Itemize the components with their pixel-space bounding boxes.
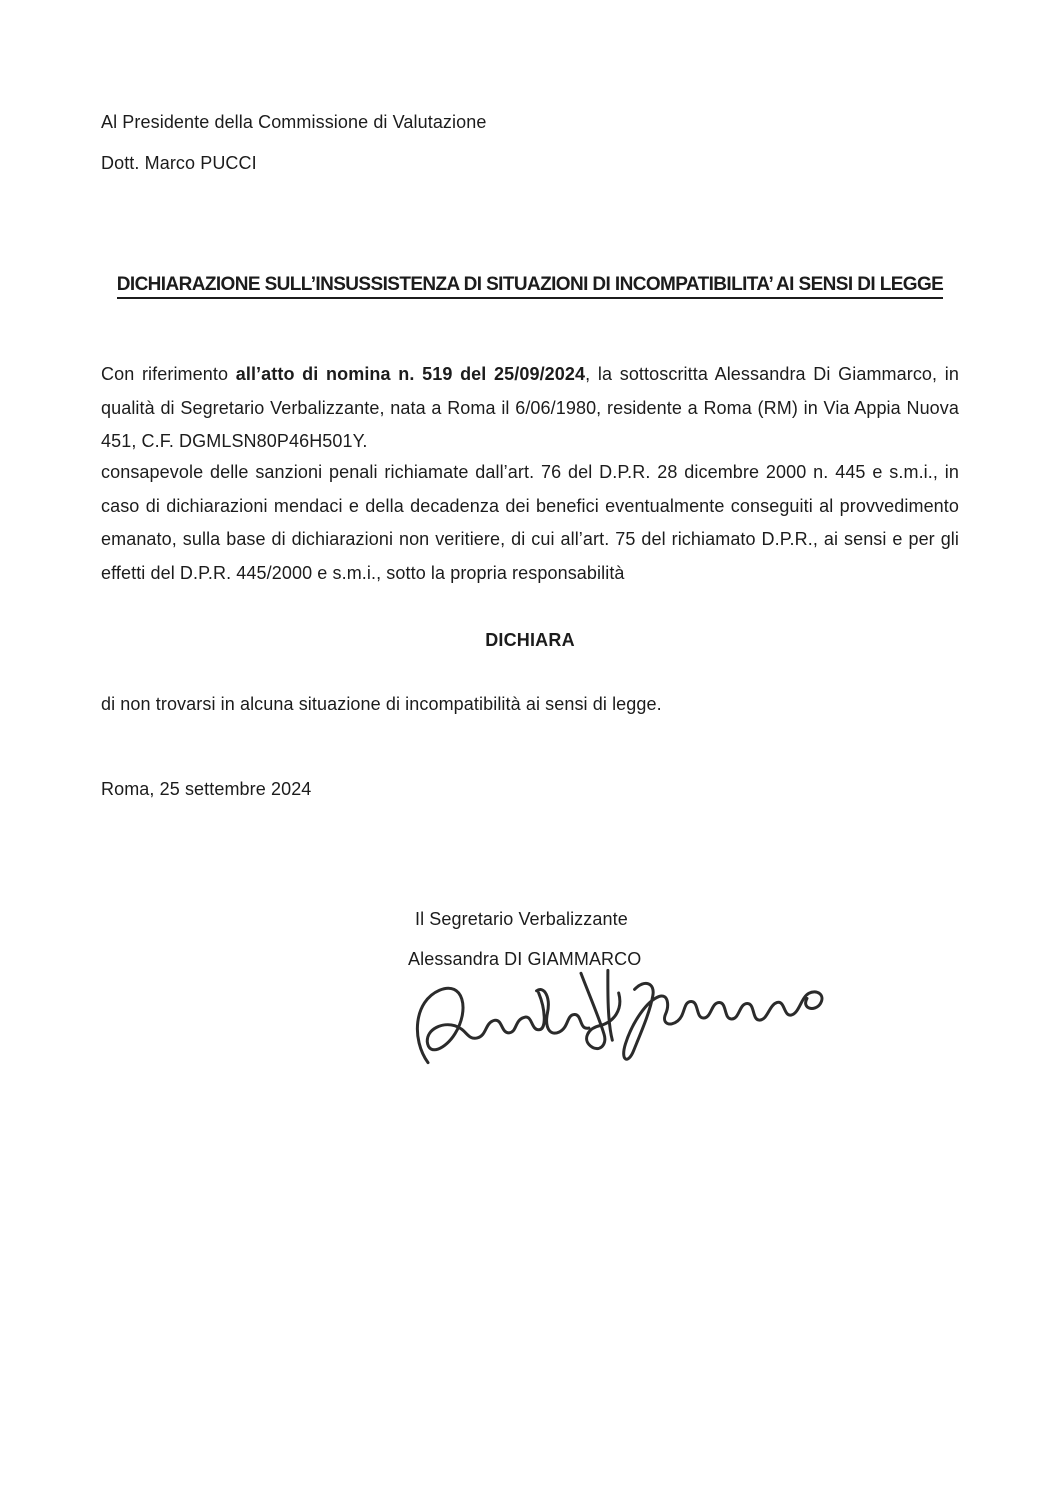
- liability-paragraph: consapevole delle sanzioni penali richiamate dall’art. 76 del D.P.R. 28 dicembre 2000 n. 445 e s.m.i., in caso di dichiarazioni mendaci e della decadenza dei benefici eventualmente conseguiti al provvedimento emanato, sulla base di dichiarazioni non veritiere, di cui all’art. 75 del richiamato D.P.R., ai sensi e per gli effetti del D.P.R. 445/2000 e s.m.i., sotto la propria responsabilità: [101, 462, 959, 583]
- reference-paragraph-prefix: Con riferimento: [101, 364, 236, 384]
- document-title: [101, 274, 959, 296]
- signature-printed-name: Alessandra DI GIAMMARCO: [408, 949, 642, 969]
- declaration-heading: DICHIARA: [485, 630, 575, 650]
- place-date-line: Roma, 25 settembre 2024: [101, 779, 312, 799]
- recipient-line-2: Dott. Marco PUCCI: [101, 153, 257, 173]
- reference-paragraph: [101, 358, 959, 459]
- document-title-text: DICHIARAZIONE SULL’INSUSSISTENZA DI SITUAZIONI DI INCOMPATIBILITA’ AI SENSI DI LEGGE: [117, 274, 943, 299]
- reference-paragraph-suffix: , la sottoscritta Alessandra Di Giammarco, in qualità di Segretario Verbalizzante, nata a Roma il 6/06/1980, residente a Roma (RM) in Via Appia Nuova 451, C.F. DGMLSN80P46H501Y.: [101, 364, 959, 451]
- recipient-line-1: Al Presidente della Commissione di Valutazione: [101, 112, 487, 132]
- declaration-text: di non trovarsi in alcuna situazione di incompatibilità ai sensi di legge.: [101, 694, 662, 714]
- signature-role-label: Il Segretario Verbalizzante: [415, 909, 628, 929]
- reference-paragraph-bold: all’atto di nomina n. 519 del 25/09/2024: [235, 364, 586, 384]
